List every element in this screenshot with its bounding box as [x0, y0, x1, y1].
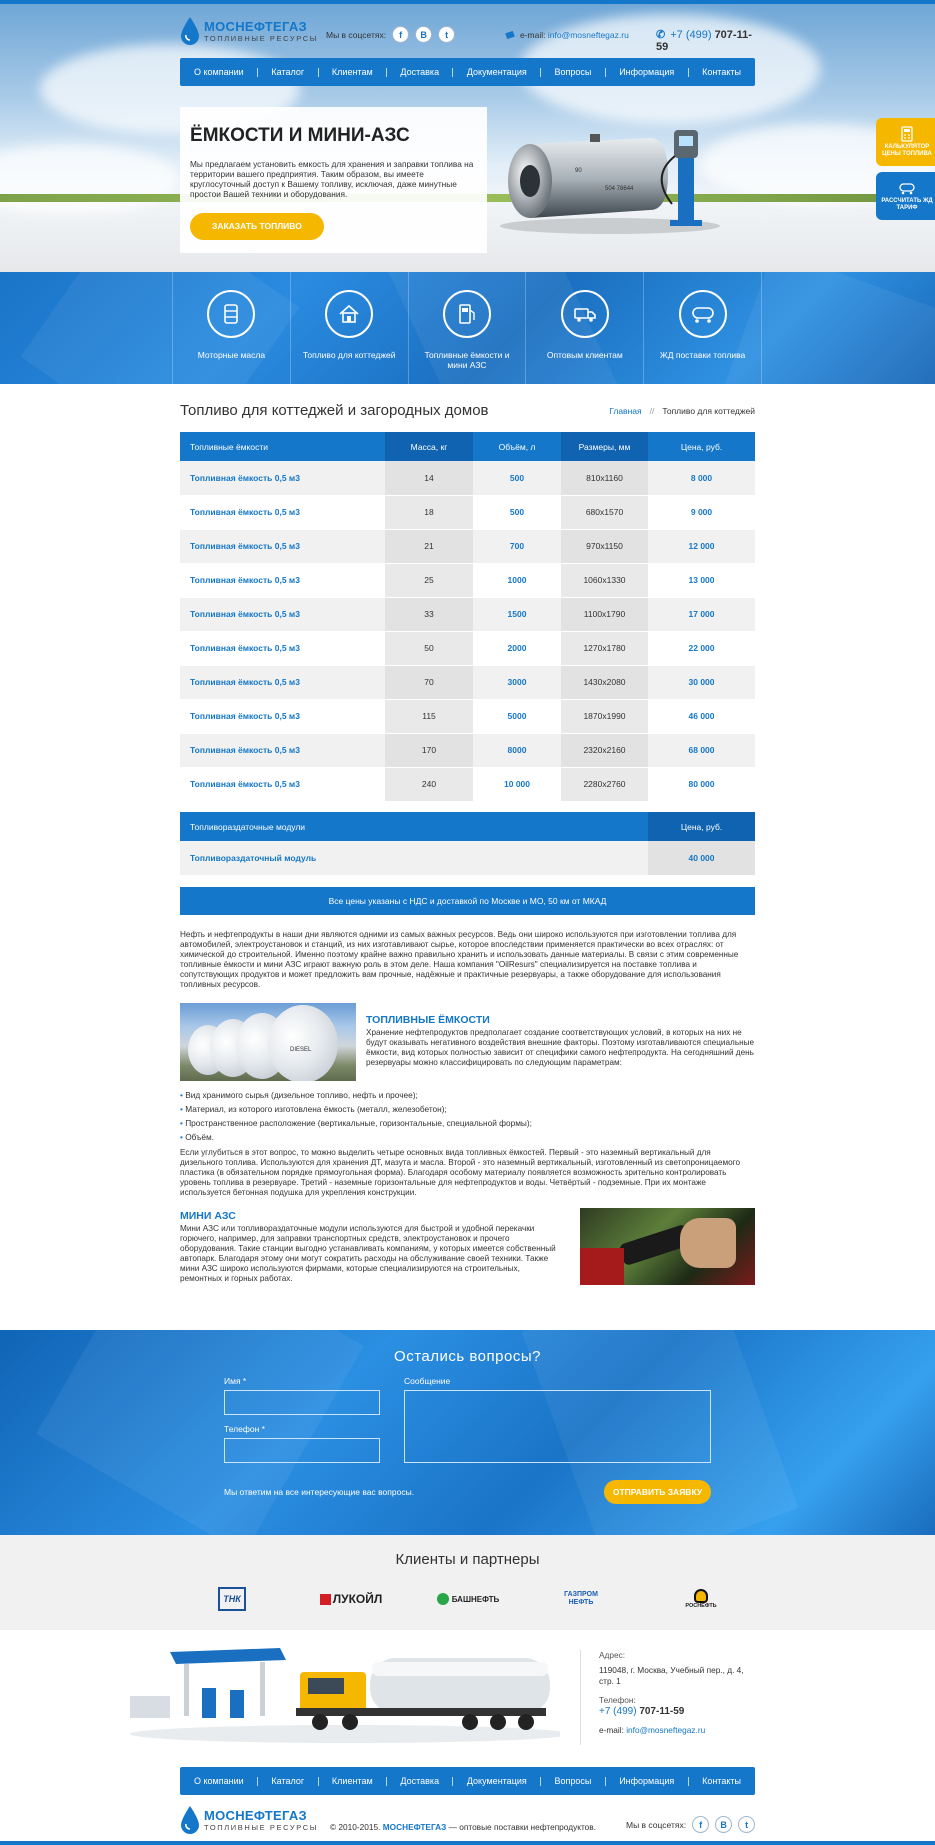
- breadcrumb: [609, 406, 755, 416]
- phone-label: Телефон *: [224, 1424, 265, 1434]
- table-row: [180, 563, 755, 597]
- size-cell: 680x1570: [561, 495, 648, 529]
- nav-catalog[interactable]: Каталог: [271, 1776, 305, 1786]
- site-footer: [0, 1630, 935, 1845]
- name-label: Имя *: [224, 1376, 247, 1386]
- email-label: e-mail:: [520, 30, 546, 40]
- category-label: Топливные ёмкости и мини АЗС: [424, 350, 510, 370]
- name-input[interactable]: [224, 1390, 380, 1415]
- social-label: Мы в соцсетях:: [626, 1819, 687, 1830]
- email-link[interactable]: info@mosneftegaz.ru: [547, 30, 629, 40]
- product-link[interactable]: Топливная ёмкость 0,5 м3: [180, 699, 385, 733]
- list-item: • Вид хранимого сырья (дизельное топливо, нефть и прочее);: [180, 1090, 418, 1100]
- nav-contacts[interactable]: Контакты: [702, 67, 741, 77]
- section-title-tanks: ТОПЛИВНЫЕ ЁМКОСТИ: [366, 1014, 490, 1026]
- category-label: ЖД поставки топлива: [659, 350, 746, 360]
- facebook-icon[interactable]: f: [692, 1816, 709, 1833]
- table-row: [180, 733, 755, 767]
- partner-logo-bashneft-text: БАШНЕФТЬ: [451, 1594, 500, 1604]
- category-band: [0, 272, 935, 384]
- footer-social: [626, 1816, 755, 1833]
- volume-cell: 10 000: [473, 767, 561, 801]
- address-label: Адрес:: [599, 1650, 626, 1660]
- fuel-tanks-photo: [180, 1003, 356, 1081]
- logo-name: МОСНЕФТЕГАЗ: [204, 19, 307, 34]
- table-header: Объём, л: [473, 432, 561, 461]
- drop-logo-icon: [180, 1805, 200, 1835]
- price-cell: 12 000: [648, 529, 755, 563]
- table-header: Топливораздаточные модули: [180, 812, 648, 841]
- breadcrumb-current: Топливо для коттеджей: [662, 406, 755, 416]
- product-link[interactable]: Топливная ёмкость 0,5 м3: [180, 563, 385, 597]
- price-cell: 40 000: [648, 841, 755, 875]
- header-email: [506, 30, 629, 40]
- category-tanks-mini-stations[interactable]: [408, 272, 526, 384]
- breadcrumb-separator: //: [649, 406, 655, 416]
- table-row: [180, 665, 755, 699]
- form-note: Мы ответим на все интересующие вас вопросы.: [224, 1487, 415, 1497]
- mass-cell: 18: [385, 495, 473, 529]
- tank-photo-label: DIESEL: [290, 1047, 312, 1053]
- header-social: [326, 26, 455, 43]
- lukoil-mark-icon: [320, 1594, 331, 1605]
- category-rail-delivery[interactable]: [643, 272, 762, 384]
- table-header: Топливные ёмкости: [180, 432, 385, 461]
- partner-logo-bashneft[interactable]: [432, 1587, 504, 1611]
- nav-catalog[interactable]: Каталог: [271, 67, 305, 77]
- vkontakte-icon[interactable]: В: [715, 1816, 732, 1833]
- volume-cell: 500: [473, 495, 561, 529]
- list-item: • Пространственное расположение (вертикальные, горизонтальные, специальной формы);: [180, 1118, 532, 1128]
- tank-label-1: 90: [575, 168, 582, 174]
- product-link[interactable]: Топливная ёмкость 0,5 м3: [180, 529, 385, 563]
- twitter-icon[interactable]: t: [738, 1816, 755, 1833]
- volume-cell: 500: [473, 461, 561, 495]
- promo-title: ЁМКОСТИ И МИНИ-АЗС: [190, 125, 410, 146]
- size-cell: 1100x1790: [561, 597, 648, 631]
- mass-cell: 70: [385, 665, 473, 699]
- tank-params-list: [180, 1088, 755, 1144]
- refueling-photo: [580, 1208, 755, 1285]
- table-row: [180, 461, 755, 495]
- size-cell: 1430x2080: [561, 665, 648, 699]
- volume-cell: 3000: [473, 665, 561, 699]
- fuel-calculator-button[interactable]: [876, 118, 935, 166]
- vkontakte-icon[interactable]: В: [415, 26, 432, 43]
- logo[interactable]: [180, 16, 318, 46]
- category-list: [172, 272, 762, 384]
- table-header: Размеры, мм: [561, 432, 648, 461]
- nav-about[interactable]: О компании: [194, 67, 244, 77]
- footer-nav: [180, 1767, 755, 1795]
- nav-documents[interactable]: Документация: [466, 1776, 527, 1786]
- category-label: Моторные масла: [197, 350, 266, 360]
- site-header: [180, 16, 755, 52]
- list-item: • Материал, из которого изготовлена ёмкость (металл, железобетон);: [180, 1104, 447, 1114]
- product-link[interactable]: Топливная ёмкость 0,5 м3: [180, 631, 385, 665]
- price-cell: 46 000: [648, 699, 755, 733]
- price-cell: 22 000: [648, 631, 755, 665]
- category-cottage-fuel[interactable]: [290, 272, 408, 384]
- nav-contacts[interactable]: Контакты: [702, 1776, 741, 1786]
- bashneft-mark-icon: [437, 1593, 449, 1605]
- list-item: • Объём.: [180, 1132, 214, 1142]
- volume-cell: 8000: [473, 733, 561, 767]
- volume-cell: 700: [473, 529, 561, 563]
- section-text-tanks-2: Если углубиться в этот вопрос, то можно выделить четыре основных вида топливных ёмкостей. Первый - это наземный вертикальный для дизельного топлива. Используются для хранения ДТ, мазута и масла. Второй - это наземный вертикальный, изготовленный из светопроницаемого пластика (в обязательном порядке прямоугольная форма). Благодаря особому материалу появляется возможность зрительно контролировать уровень топлива в резервуаре. Третий - наземные горизонтальные для нефтепродуктов и воды. Четвёртый - подземные. При их монтаже используется бетонная подушка для укрепления конструкции.: [180, 1148, 740, 1197]
- section-title-mini-stations: МИНИ АЗС: [180, 1210, 236, 1222]
- footer-email: [599, 1725, 749, 1736]
- fuel-truck-image: [110, 1638, 560, 1744]
- nav-questions[interactable]: Вопросы: [554, 1776, 592, 1786]
- logo-name: МОСНЕФТЕГАЗ: [204, 1808, 307, 1823]
- mass-cell: 115: [385, 699, 473, 733]
- promo-text: Мы предлагаем установить емкость для хранения и заправки топлива на территории вашего предприятия. Таким образом, вы имеете круглосуточный доступ к Вашему топливу, исключая, даже минутные простои Вашей техники и оборудования.: [190, 159, 474, 199]
- partner-logo-tnk[interactable]: ТНК: [218, 1587, 246, 1611]
- footer-email-link[interactable]: info@mosneftegaz.ru: [626, 1725, 706, 1735]
- calculator-label: КАЛЬКУЛЯТОР ЦЕНЫ ТОПЛИВА: [882, 144, 932, 157]
- size-cell: 1060x1330: [561, 563, 648, 597]
- product-link[interactable]: Топливная ёмкость 0,5 м3: [180, 461, 385, 495]
- tanks-price-table: [180, 432, 755, 802]
- product-link[interactable]: Топливная ёмкость 0,5 м3: [180, 665, 385, 699]
- envelope-icon: [505, 31, 515, 39]
- form-title: Остались вопросы?: [394, 1348, 541, 1365]
- volume-cell: 2000: [473, 631, 561, 665]
- logo-tagline: ТОПЛИВНЫЕ РЕСУРСЫ: [204, 1823, 319, 1832]
- drop-logo-icon: [180, 16, 200, 46]
- size-cell: 810x1160: [561, 461, 648, 495]
- tank-label-2: 504 78644: [605, 186, 634, 192]
- fuel-pump-icon: [455, 302, 479, 326]
- partner-logo-rosneft-text: РОСНЕФТЬ: [685, 1603, 717, 1609]
- size-cell: 2280x2760: [561, 767, 648, 801]
- calculator-icon: [899, 126, 915, 142]
- house-icon: [337, 302, 361, 326]
- price-cell: 8 000: [648, 461, 755, 495]
- submit-request-button[interactable]: ОТПРАВИТЬ ЗАЯВКУ: [604, 1480, 711, 1504]
- nav-delivery[interactable]: Доставка: [400, 67, 440, 77]
- rail-tariff-button[interactable]: [876, 172, 935, 220]
- message-label: Сообщение: [404, 1376, 451, 1386]
- product-link[interactable]: Топливораздаточный модуль: [180, 841, 648, 875]
- mass-cell: 21: [385, 529, 473, 563]
- product-link[interactable]: Топливная ёмкость 0,5 м3: [180, 495, 385, 529]
- section-text-mini-stations: Мини АЗС или топливораздаточные модули используются для быстрой и удобной перекачки горючего, например, для заправки транспортных средств, электроустановок и прочего оборудования. Такие станции выгодно устанавливать компаниям, у которых имеется собственный автопарк. Благодаря этому они могут сократить расходы на обслуживание своей техники. Также мини АЗС широко используются фирмами, которые специализируются на строительных, ремонтных и горных работах.: [180, 1224, 556, 1283]
- volume-cell: 5000: [473, 699, 561, 733]
- price-cell: 68 000: [648, 733, 755, 767]
- partner-logo-rosneft[interactable]: [680, 1587, 722, 1611]
- partner-logo-gazpromneft[interactable]: ГАЗПРОМ НЕФТЬ: [564, 1591, 598, 1606]
- vat-note: Все цены указаны с НДС и доставкой по Москве и МО, 50 км от МКАД: [180, 887, 755, 915]
- table-header: Цена, руб.: [648, 432, 755, 461]
- partner-logo-lukoil-text: ЛУКОЙЛ: [332, 1592, 383, 1606]
- page-title: Топливо для коттеджей и загородных домов: [180, 402, 489, 419]
- partners-title: Клиенты и партнеры: [395, 1551, 540, 1568]
- rail-tariff-label: РАССЧИТАТЬ ЖД ТАРИФ: [881, 198, 933, 211]
- table-row: [180, 597, 755, 631]
- table-row: [180, 631, 755, 665]
- phone-icon: ✆: [656, 29, 666, 41]
- rail-tank-icon: [899, 180, 915, 196]
- mass-cell: 14: [385, 461, 473, 495]
- phone-input[interactable]: [224, 1438, 380, 1463]
- phone-code: +7 (499): [670, 29, 712, 41]
- barrel-icon: [219, 302, 243, 326]
- nav-documents[interactable]: Документация: [466, 67, 527, 77]
- footer-phone-label: Телефон:: [599, 1695, 636, 1705]
- mass-cell: 240: [385, 767, 473, 801]
- nav-about[interactable]: О компании: [194, 1776, 244, 1786]
- copyright: © 2010-2015. МОСНЕФТЕГАЗ — оптовые поставки нефтепродуктов.: [330, 1822, 596, 1832]
- truck-icon: [573, 302, 597, 326]
- price-cell: 13 000: [648, 563, 755, 597]
- price-cell: 9 000: [648, 495, 755, 529]
- category-motor-oils[interactable]: [172, 272, 290, 384]
- social-label: Мы в соцсетях:: [326, 29, 387, 40]
- section-text-tanks: Хранение нефтепродуктов предполагает создание соответствующих условий, в которых на них не будут оказывать негативного воздействия внешние факторы. Поэтому изготавливаются специальные ёмкости, вид которых полностью зависит от специфики самого нефтепродукта. На сегодняшний день резервуары можно классифицировать по следующим параметрам:: [366, 1028, 755, 1067]
- volume-cell: 1000: [473, 563, 561, 597]
- promo-box: [180, 107, 487, 253]
- price-cell: 80 000: [648, 767, 755, 801]
- table-row: [180, 529, 755, 563]
- contact-form-section: [0, 1330, 935, 1535]
- table-header: Цена, руб.: [648, 812, 755, 841]
- nav-info[interactable]: Информация: [619, 67, 675, 77]
- rail-tank-icon: [691, 302, 715, 326]
- bottom-accent-line: [0, 1841, 935, 1845]
- modules-price-table: [180, 812, 755, 876]
- message-textarea[interactable]: [404, 1390, 711, 1463]
- volume-cell: 1500: [473, 597, 561, 631]
- order-fuel-button[interactable]: ЗАКАЗАТЬ ТОПЛИВО: [190, 213, 324, 240]
- product-link[interactable]: Топливная ёмкость 0,5 м3: [180, 733, 385, 767]
- partners-section: [0, 1535, 935, 1630]
- footer-contacts: [580, 1650, 749, 1745]
- mass-cell: 50: [385, 631, 473, 665]
- address-text: 119048, г. Москва, Учебный пер., д. 4, стр. 1: [599, 1665, 744, 1686]
- partner-logo-lukoil[interactable]: [316, 1587, 386, 1611]
- mass-cell: 170: [385, 733, 473, 767]
- nav-questions[interactable]: Вопросы: [554, 67, 592, 77]
- facebook-icon[interactable]: f: [392, 26, 409, 43]
- size-cell: 1270x1780: [561, 631, 648, 665]
- phone-number[interactable]: 707-11-59: [656, 29, 752, 53]
- nav-clients[interactable]: Клиентам: [331, 1776, 373, 1786]
- product-link[interactable]: Топливная ёмкость 0,5 м3: [180, 597, 385, 631]
- header-phone: [656, 28, 755, 53]
- rosneft-mark-icon: [694, 1589, 708, 1603]
- table-header: Масса, кг: [385, 432, 473, 461]
- size-cell: 970x1150: [561, 529, 648, 563]
- product-link[interactable]: Топливная ёмкость 0,5 м3: [180, 767, 385, 801]
- category-wholesale[interactable]: [525, 272, 643, 384]
- mass-cell: 25: [385, 563, 473, 597]
- twitter-icon[interactable]: t: [438, 26, 455, 43]
- footer-email-label: e-mail:: [599, 1725, 624, 1735]
- category-label: Оптовым клиентам: [546, 350, 623, 360]
- fuel-tank-image: [500, 126, 730, 236]
- logo-tagline: ТОПЛИВНЫЕ РЕСУРСЫ: [204, 34, 319, 43]
- intro-text: Нефть и нефтепродукты в наши дни являются одними из самых важных ресурсов. Ведь они широко используются при изготовлении топлива для автомобилей, электроустановок и станций, из них изготавливают сырье, которое впоследствии применяется практически во всех отраслях: от химической до строительной. Именно поэтому крайне важно правильно хранить и использовать данные материалы. В связи с этим современные топливные ёмкости и мини АЗС играют важную роль в этом деле. Наша компания "OilResurs" специализируется на поставке топлива и сопутствующих продуктов и может предложить вам прочные, надёжные и практичные резервуары, а также оборудование для использования топливных ресурсов.: [180, 930, 739, 989]
- main-nav: [180, 58, 755, 86]
- footer-phone[interactable]: +7 (499) 707-11-59: [599, 1706, 685, 1717]
- footer-logo[interactable]: [180, 1805, 318, 1835]
- mass-cell: 33: [385, 597, 473, 631]
- price-cell: 30 000: [648, 665, 755, 699]
- breadcrumb-home[interactable]: Главная: [609, 406, 642, 416]
- price-cell: 17 000: [648, 597, 755, 631]
- category-label: Топливо для коттеджей: [302, 350, 396, 360]
- table-row: [180, 495, 755, 529]
- table-row: [180, 699, 755, 733]
- size-cell: 1870x1990: [561, 699, 648, 733]
- nav-clients[interactable]: Клиентам: [331, 67, 373, 77]
- nav-info[interactable]: Информация: [619, 1776, 675, 1786]
- table-row: [180, 767, 755, 801]
- nav-delivery[interactable]: Доставка: [400, 1776, 440, 1786]
- table-row: [180, 841, 755, 875]
- size-cell: 2320x2160: [561, 733, 648, 767]
